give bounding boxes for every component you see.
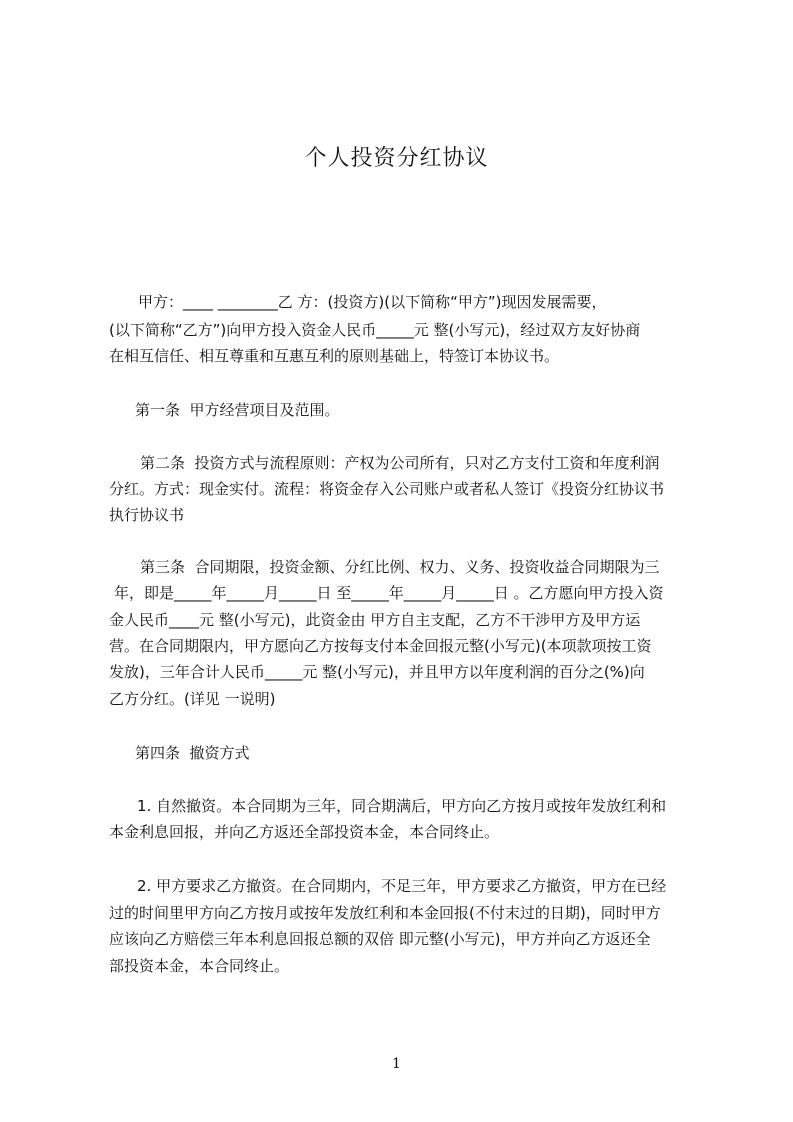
article-2-line-2: 分红。方式：现金实付。流程：将资金存入公司账户或者私人签订《投资分红协议书 (109, 480, 665, 498)
article-4-item-2-line-1: 2. 甲方要求乙方撤资。在合同期内，不足三年，甲方要求乙方撤资，甲方在已经 (137, 877, 667, 895)
article-4-item-2-line-2: 过的时间里甲方向乙方按月或按年发放红利和本金回报(不付末过的日期)，同时甲方 (109, 904, 661, 922)
page-number: 1 (392, 1056, 401, 1072)
preamble-line-3: 在相互信任、相互尊重和互惠互利的原则基础上，特签订本协议书。 (109, 347, 560, 365)
article-4-item-1-line-1: 1. 自然撤资。本合同期为三年，同合期满后，甲方向乙方按月或按年发放红利和 (137, 797, 667, 815)
article-4-item-2-line-3: 应该向乙方赔偿三年本利息回报总额的双倍 即元整(小写元)，甲方并向乙方返还全 (109, 930, 651, 948)
article-4-item-1-line-2: 本金利息回报，并向乙方返还全部投资本金，本合同终止。 (109, 823, 500, 841)
article-3-line-5: 发放)，三年合计人民币_____元 整(小写元)，并且甲方以年度利润的百分之(%)向 (109, 663, 645, 681)
article-3-line-3: 金人民币____元 整(小写元)，此资金由 甲方自主支配，乙方不干涉甲方及甲方运 (109, 611, 641, 629)
article-3-line-1: 第三条 合同期限，投资金额、分红比例、权力、义务、投资收益合同期限为三 (140, 558, 660, 576)
document-title: 个人投资分红协议 (304, 146, 489, 171)
article-4-item-2-line-4: 部投资本金，本合同终止。 (109, 957, 290, 975)
article-3-line-4: 营。在合同期限内，甲方愿向乙方按每支付本金回报元整(小写元)(本项款项按工资 (109, 637, 652, 655)
article-3-line-6: 乙方分红。(详见 一说明) (109, 690, 276, 708)
article-2-line-3: 执行协议书 (109, 506, 185, 524)
preamble-line-2: (以下简称“乙方”)向甲方投入资金人民币_____元 整(小写元)，经过双方友好协商 (109, 321, 641, 339)
preamble-line-1: 甲方：____ ________乙 方：(投资方)(以下简称“甲方”)现因发展需要， (138, 293, 607, 311)
article-1-heading: 第一条 甲方经营项目及范围。 (135, 401, 340, 419)
article-3-line-2: 年，即是_____年_____月_____日 至_____年_____月_____日 。乙方愿向甲方投入资 (114, 584, 664, 602)
article-2-line-1: 第二条 投资方式与流程原则：产权为公司所有，只对乙方支付工资和年度利润 (140, 454, 660, 472)
article-4-heading: 第四条 撤资方式 (135, 744, 250, 762)
